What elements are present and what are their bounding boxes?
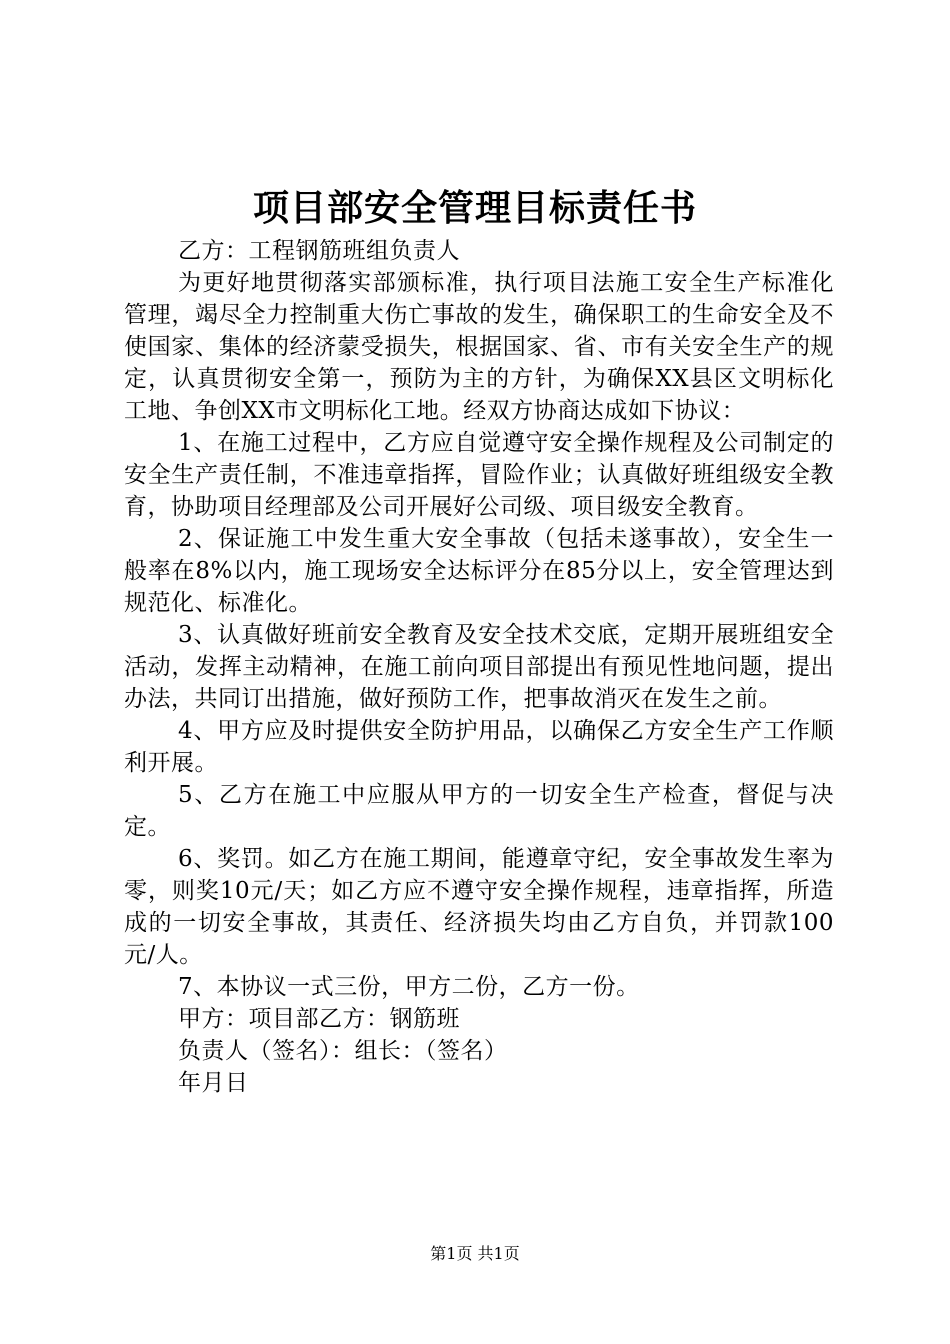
clause-7: 7、本协议一式三份，甲方二份，乙方一份。 [178,974,640,1000]
clause-3: 3、认真做好班前安全教育及安全技术交底，定期开展班组安全活动，发挥主动精神，在施工前向项目部提出有预见性地问题，提出办法，共同订出措施，做好预防工作，把事故消灭在发生之前。 [124,622,834,712]
date-line: 年月日 [178,1070,249,1096]
page-footer: 第1页 共1页 [430,1244,520,1263]
clause-5: 5、乙方在施工中应服从甲方的一切安全生产检查，督促与决定。 [124,782,834,840]
party-b-line: 乙方：工程钢筋班组负责人 [178,238,460,264]
clause-2: 2、保证施工中发生重大安全事故（包括未遂事故），安全生一般率在8%以内，施工现场安全达标评分在85分以上，安全管理达到规范化、标准化。 [124,526,834,616]
clause-1: 1、在施工过程中，乙方应自觉遵守安全操作规程及公司制定的安全生产责任制，不准违章指挥，冒险作业；认真做好班组级安全教育，协助项目经理部及公司开展好公司级、项目级安全教育。 [124,430,834,520]
preamble-paragraph: 为更好地贯彻落实部颁标准，执行项目法施工安全生产标准化管理，竭尽全力控制重大伤亡事故的发生，确保职工的生命安全及不使国家、集体的经济蒙受损失，根据国家、省、市有关安全生产的规定，认真贯彻安全第一，预防为主的方针，为确保XX县区文明标化工地、争创XX市文明标化工地。经双方协商达成如下协议： [124,270,834,424]
parties-line: 甲方：项目部乙方：钢筋班 [178,1006,460,1032]
clause-6: 6、奖罚。如乙方在施工期间，能遵章守纪，安全事故发生率为零，则奖10元/天；如乙方应不遵守安全操作规程，违章指挥，所造成的一切安全事故，其责任、经济损失均由乙方自负，并罚款100元/人。 [124,846,834,968]
signature-line: 负责人（签名）：组长：（签名） [178,1038,508,1064]
document-title: 项目部安全管理目标责任书 [252,187,697,229]
document-body [124,235,834,1099]
clause-4: 4、甲方应及时提供安全防护用品，以确保乙方安全生产工作顺利开展。 [124,718,834,776]
